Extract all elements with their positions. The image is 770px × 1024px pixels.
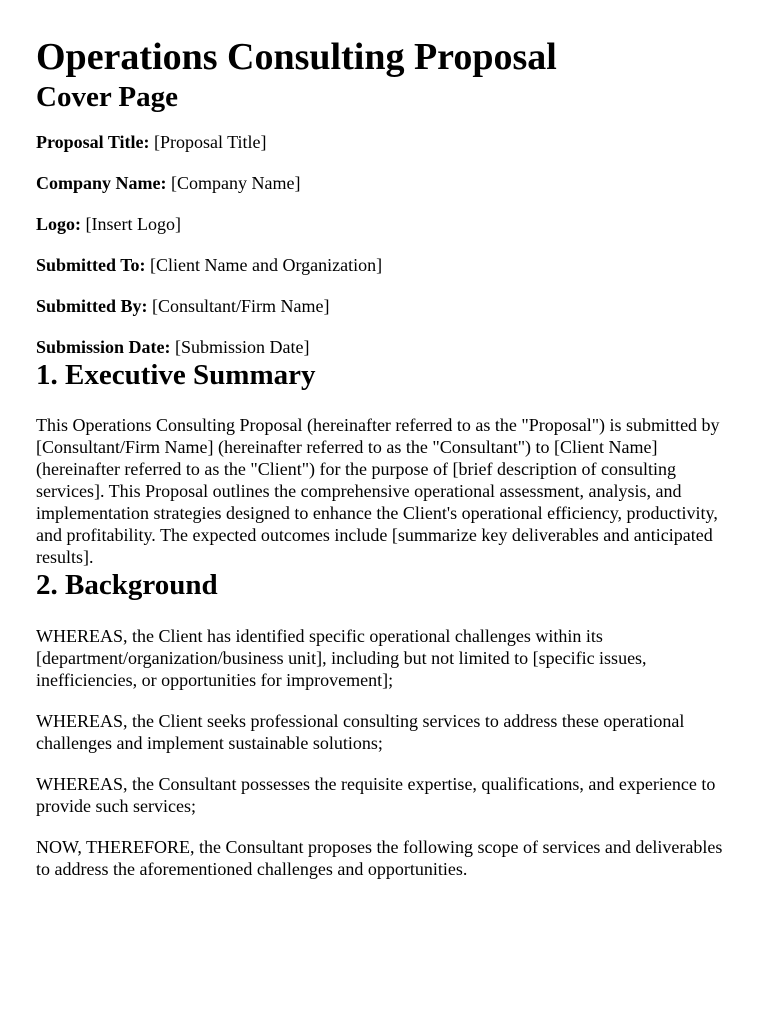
field-value: [Consultant/Firm Name] — [152, 296, 330, 316]
background-paragraph: NOW, THEREFORE, the Consultant proposes the following scope of services and deliverables to address the aforementioned challenges and opportunities. — [36, 837, 723, 879]
executive-summary-text: This Operations Consulting Proposal (hereinafter referred to as the "Proposal") is submitted by [Consultant/Firm Name] (hereinafter referred to as the "Consultant") to [Client Name] (hereinafter referred to as the "Client") for the purpose of [brief description of consulting services]. This Proposal outlines the comprehensive operational assessment, analysis, and implementation strategies designed to enhance the Client's operational efficiency, productivity, and profitability. The expected outcomes include [summarize key deliverables and anticipated results]. — [36, 415, 720, 567]
executive-summary-heading: 1. Executive Summary — [36, 359, 316, 391]
field-label: Submission Date: — [36, 337, 171, 357]
field-value: [Proposal Title] — [154, 132, 267, 152]
submitted-to-field — [36, 254, 734, 276]
field-value: [Insert Logo] — [85, 214, 181, 234]
field-value: [Client Name and Organization] — [150, 255, 383, 275]
cover-page-heading: Cover Page — [36, 81, 178, 113]
background-heading: 2. Background — [36, 569, 218, 601]
background-paragraph: WHEREAS, the Consultant possesses the requisite expertise, qualifications, and experience to provide such services; — [36, 774, 716, 816]
field-label: Proposal Title: — [36, 132, 150, 152]
cover-fields — [36, 131, 734, 358]
field-label: Submitted By: — [36, 296, 148, 316]
field-label: Logo: — [36, 214, 81, 234]
logo-field — [36, 213, 734, 235]
field-value: [Submission Date] — [175, 337, 310, 357]
background-paragraphs — [36, 625, 734, 880]
company-name-field — [36, 172, 734, 194]
field-value: [Company Name] — [171, 173, 301, 193]
field-label: Company Name: — [36, 173, 167, 193]
proposal-title-field — [36, 131, 734, 153]
document-title: Operations Consulting Proposal — [36, 36, 557, 78]
submitted-by-field — [36, 295, 734, 317]
background-paragraph: WHEREAS, the Client has identified specific operational challenges within its [department/organization/business unit], including but not limited to [specific issues, inefficiencies, or opportunities for improvement]; — [36, 626, 647, 690]
submission-date-field — [36, 336, 734, 358]
field-label: Submitted To: — [36, 255, 146, 275]
background-paragraph: WHEREAS, the Client seeks professional consulting services to address these operational challenges and implement sustainable solutions; — [36, 711, 685, 753]
